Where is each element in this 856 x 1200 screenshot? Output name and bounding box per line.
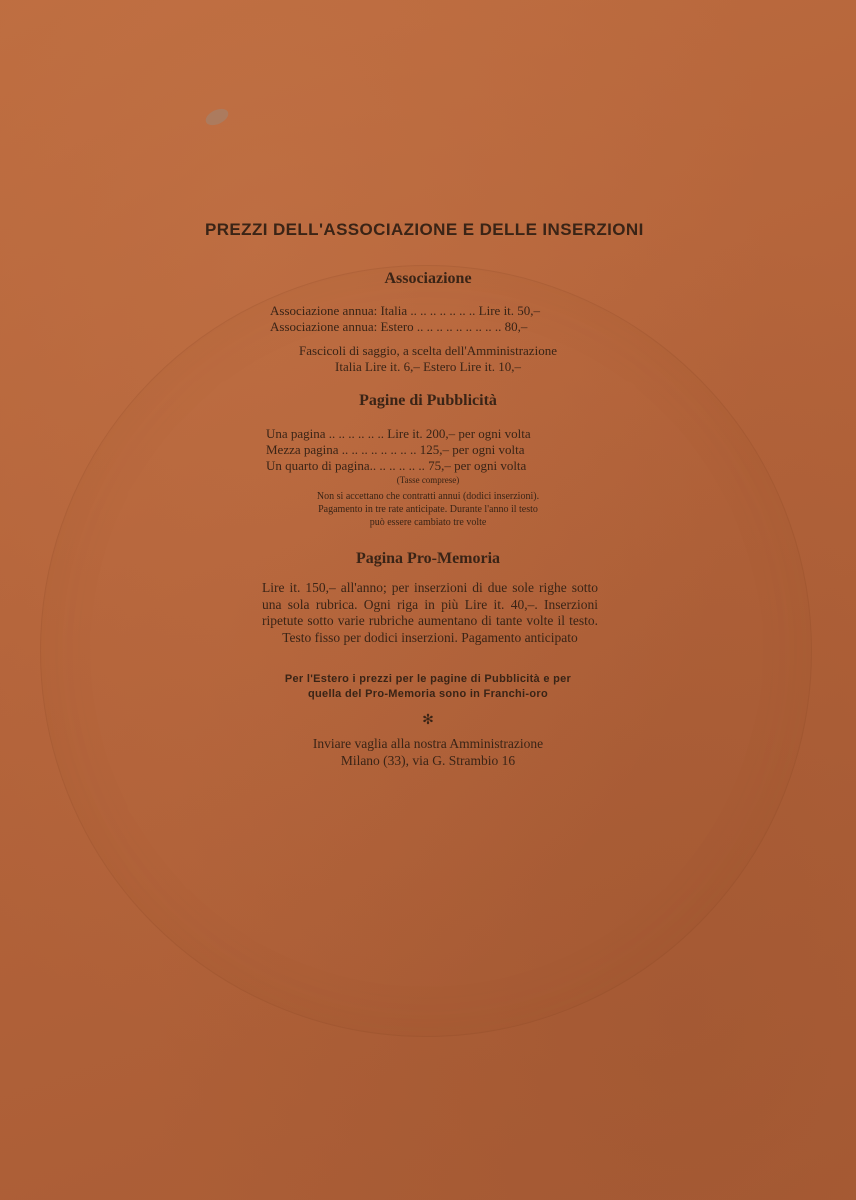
estero-note [0, 672, 856, 702]
pubblicita-heading: Pagine di Pubblicità [359, 392, 497, 409]
footer-address [0, 735, 856, 769]
saggio-line-2: Italia Lire it. 6,– Estero Lire it. 10,– [335, 359, 521, 374]
paper-speck [203, 106, 231, 129]
saggio-block [0, 343, 856, 375]
pubblicita-note-2: Pagamento in tre rate anticipate. Durante l'anno il testo [318, 504, 538, 515]
associazione-italia-line: Associazione annua: Italia .. .. .. .. .. .. .. Lire it. 50,– [270, 303, 541, 318]
estero-note-line-2: quella del Pro-Memoria sono in Franchi-oro [308, 688, 548, 700]
promemoria-paragraph: Lire it. 150,– all'anno; per inserzioni di due sole righe sotto una sola rubrica. Ogni riga in più Lire it. 40,–. Inserzioni ripetute sotto varie rubriche aumentano di tante volte il testo. Testo fisso per dodici inserzioni. Pagamento anticipato [262, 580, 598, 645]
associazione-heading: Associazione [384, 270, 472, 287]
estero-note-line-1: Per l'Estero i prezzi per le pagine di Pubblicità e per [284, 673, 572, 685]
tasse-note: (Tasse comprese) [396, 475, 460, 485]
footer-line-1: Inviare vaglia alla nostra Amministrazione [312, 736, 544, 751]
pubblicita-note-1: Non si accettano che contratti annui (dodici inserzioni). [316, 491, 540, 502]
footer-line-2: Milano (33), via G. Strambio 16 [340, 753, 516, 768]
associazione-estero-line: Associazione annua: Estero .. .. .. .. .. .. .. .. .. 80,– [270, 319, 528, 334]
separator-asterisk: ✻ [422, 713, 434, 728]
pubblicita-note-3: può essere cambiato tre volte [369, 517, 487, 528]
page-title: PREZZI DELL'ASSOCIAZIONE E DELLE INSERZIONI [205, 220, 644, 239]
faint-seal-outline [40, 265, 812, 1037]
pubblicita-line-quarto: Un quarto di pagina.. .. .. .. .. .. 75,– per ogni volta [266, 458, 527, 473]
saggio-line-1: Fascicoli di saggio, a scelta dell'Amministrazione [299, 343, 557, 358]
pubblicita-line-mezza: Mezza pagina .. .. .. .. .. .. .. .. 125,– per ogni volta [266, 442, 525, 457]
pubblicita-line-pagina: Una pagina .. .. .. .. .. .. Lire it. 200,– per ogni volta [266, 426, 531, 441]
pubblicita-notes [0, 490, 856, 529]
promemoria-heading: Pagina Pro-Memoria [355, 550, 501, 567]
